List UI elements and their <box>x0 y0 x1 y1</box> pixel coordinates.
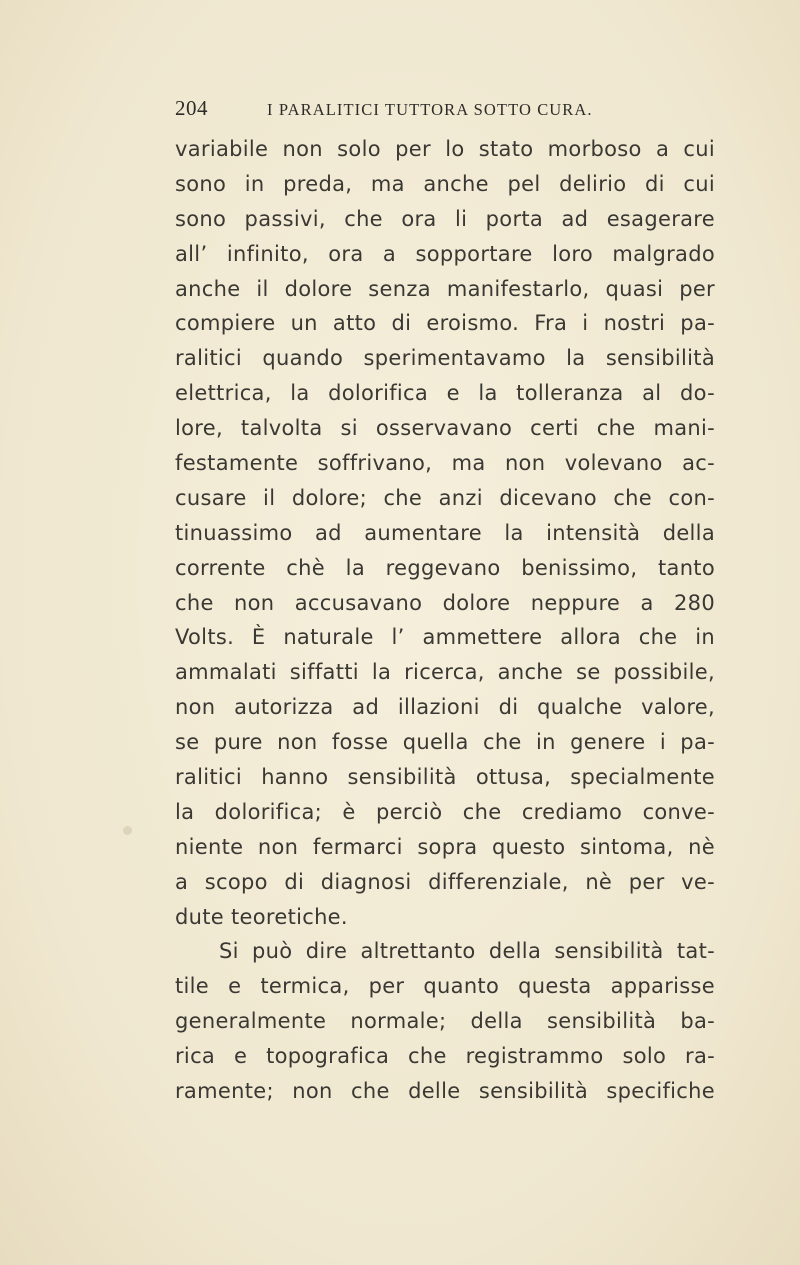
text-line: a scopo di diagnosi differenziale, nè per ve- <box>175 869 715 894</box>
text-line: niente non fermarci sopra questo sintoma, nè <box>175 834 715 859</box>
page-number: 204 <box>175 96 208 120</box>
text-line: festamente soffrivano, ma non volevano ac- <box>175 451 715 476</box>
text-line: all’ infinito, ora a sopportare loro malgrado <box>175 241 715 266</box>
text-line: generalmente normale; della sensibilità ba- <box>175 1009 715 1034</box>
text-line-paragraph-start: Si può dire altrettanto della sensibilità tat- <box>219 939 715 964</box>
text-line: sono passivi, che ora li porta ad esagerare <box>175 206 715 231</box>
text-line: sono in preda, ma anche pel delirio di cui <box>175 171 715 196</box>
text-line: la dolorifica; è perciò che crediamo conve- <box>175 799 715 824</box>
running-title: I PARALITICI TUTTORA SOTTO CURA. <box>267 100 593 119</box>
text-line: anche il dolore senza manifestarlo, quasi per <box>175 276 715 301</box>
text-line: che non accusavano dolore neppure a 280 <box>175 590 715 615</box>
text-line: ammalati siffatti la ricerca, anche se possibile, <box>175 660 715 685</box>
text-line: ralitici hanno sensibilità ottusa, specialmente <box>175 765 715 790</box>
text-line: variabile non solo per lo stato morboso a cui <box>175 137 715 161</box>
body-text <box>175 132 715 1109</box>
text-line: se pure non fosse quella che in genere i pa- <box>175 730 715 755</box>
text-line: tinuassimo ad aumentare la intensità della <box>175 520 715 545</box>
text-line: non autorizza ad illazioni di qualche valore, <box>175 695 715 720</box>
text-line-paragraph-end: dute teoretiche. <box>175 904 348 929</box>
text-line: rica e topografica che registrammo solo ra- <box>175 1044 715 1069</box>
text-line: corrente chè la reggevano benissimo, tanto <box>175 555 715 580</box>
paper-spot <box>123 826 132 835</box>
page-header <box>175 96 715 132</box>
text-line: ralitici quando sperimentavamo la sensibilità <box>175 346 715 371</box>
text-line: lore, talvolta si osservavano certi che mani- <box>175 416 715 441</box>
text-line: elettrica, la dolorifica e la tolleranza al do- <box>175 381 715 406</box>
text-line: cusare il dolore; che anzi dicevano che con- <box>175 485 715 510</box>
text-line: Volts. È naturale l’ ammettere allora che in <box>175 625 715 650</box>
text-line: compiere un atto di eroismo. Fra i nostri pa- <box>175 311 715 336</box>
text-line: tile e termica, per quanto questa apparisse <box>175 974 715 999</box>
text-line: ramente; non che delle sensibilità specifiche <box>175 1079 715 1104</box>
